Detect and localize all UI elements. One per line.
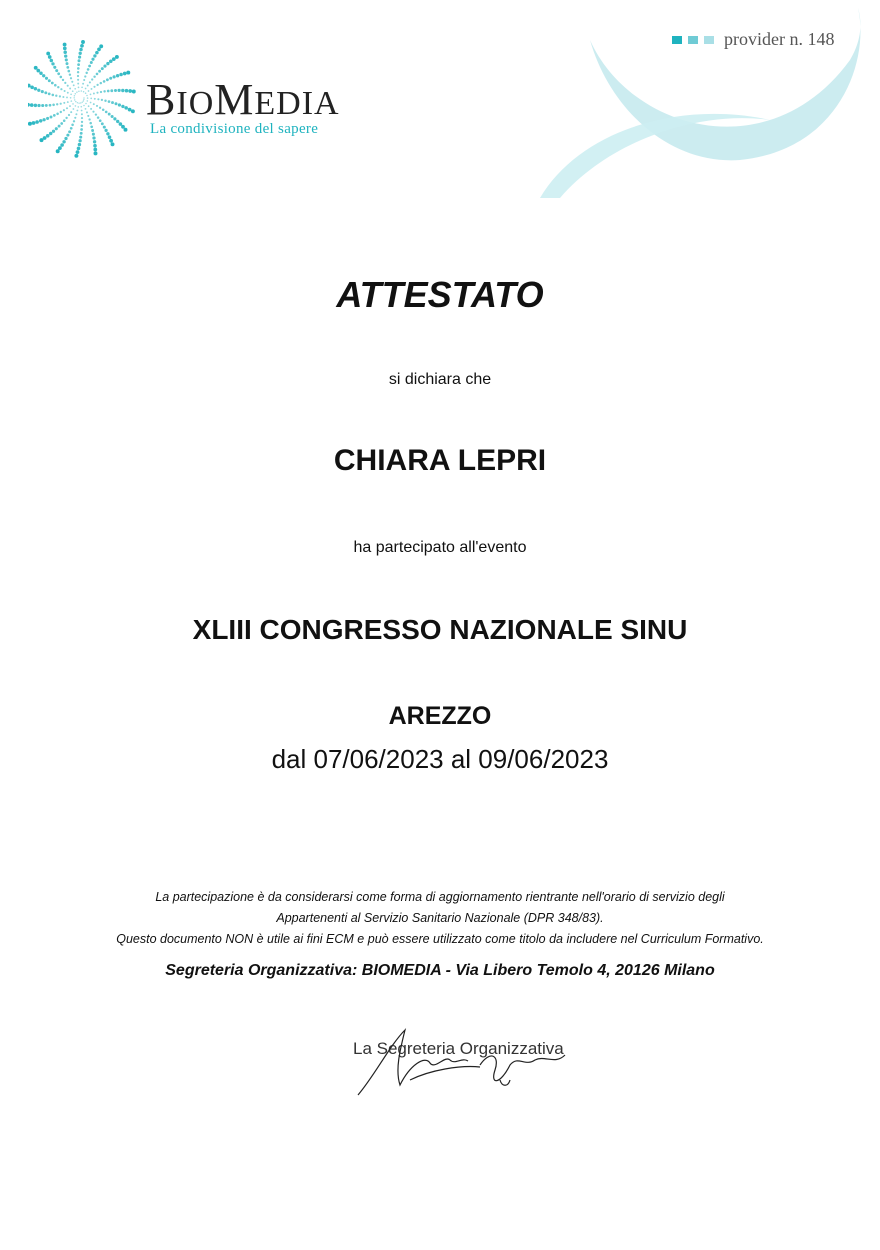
event-name: XLIII CONGRESSO NAZIONALE SINU — [192, 614, 688, 645]
signature-label: La Segreteria Organizzativa — [353, 1039, 564, 1058]
square-icon — [704, 36, 714, 44]
secretariat-address: Segreteria Organizzativa: BIOMEDIA - Via Libero Temolo 4, 20126 Milano — [165, 962, 715, 979]
handwritten-signature — [350, 1025, 590, 1100]
intro-text: si dichiara che — [388, 371, 492, 388]
provider-number — [672, 29, 834, 50]
square-icon — [688, 36, 698, 44]
square-icon — [672, 36, 682, 44]
certificate-title: ATTESTATO — [336, 274, 544, 315]
provider-label: provider n. 148 — [724, 29, 835, 49]
brand-tagline: La condivisione del sapere — [150, 121, 319, 137]
participation-text: ha partecipato all'evento — [353, 539, 527, 556]
brand-logo-text — [146, 74, 340, 125]
event-dates: dal 07/06/2023 al 09/06/2023 — [271, 744, 609, 774]
footer-note: La partecipazione è da considerarsi come forma di aggiornamento rientrante nell'orario di servizio degli — [155, 890, 725, 904]
biomedia-logo-spiral — [28, 38, 143, 163]
footer-note: Questo documento NON è utile ai fini ECM e può essere utilizzato come titolo da includere nel Curriculum Formativo. — [116, 932, 764, 946]
brand-name: BIOMEDIA — [146, 75, 340, 124]
participant-name: CHIARA LEPRI — [333, 444, 547, 477]
event-city: AREZZO — [388, 702, 492, 730]
footer-note: Appartenenti al Servizio Sanitario Nazionale (DPR 348/83). — [276, 911, 604, 925]
